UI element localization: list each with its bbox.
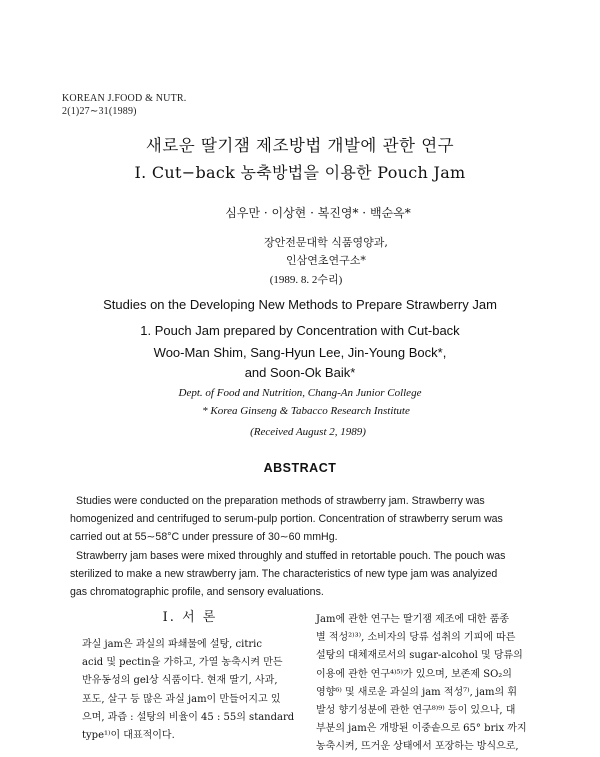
korean-subtitle: I. Cut−back 농축방법을 이용한 Pouch Jam <box>134 163 466 182</box>
abstract-body <box>70 493 532 604</box>
abstract-line: Strawberry jam bases were mixed throughly and stuffed in retortable pouch. The pouch was <box>76 550 506 563</box>
english-title-line-2: 1. Pouch Jam prepared by Concentration with Cut-back <box>140 323 460 338</box>
body-line: 으며, 과즙 : 설탕의 비율이 45 : 55의 standard <box>82 711 295 723</box>
abstract-line: sterilized to make a new strawberry jam. The characteristics of new type jam was analyized <box>70 568 498 581</box>
body-line: 영향⁶⁾ 및 새로운 과실의 jam 적성⁷⁾, jam의 휘 <box>316 686 518 698</box>
abstract-line: carried out at 55∼58°C under pressure of 30∼60 mmHg. <box>70 530 338 543</box>
korean-affiliation-1: 장안전문대학 식품영양과, <box>264 236 388 249</box>
body-line: Jam에 관한 연구는 딸기잼 제조에 대한 품종 <box>316 614 510 625</box>
section-heading-introduction: I. 서 론 <box>162 610 218 625</box>
journal-header <box>62 92 186 118</box>
journal-name: KOREAN J.FOOD & NUTR. <box>62 93 187 104</box>
body-line: acid 및 pectin을 가하고, 가열 농축시켜 만든 <box>82 657 283 669</box>
right-column-text <box>316 611 527 757</box>
english-title-line-1: Studies on the Developing New Methods to Prepare Strawberry Jam <box>103 297 497 312</box>
abstract-paragraph-2 <box>70 548 532 601</box>
body-line: 별 적성²⁾³⁾, 소비자의 당류 섭취의 기피에 따른 <box>316 632 516 644</box>
english-authors-line-1: Woo-Man Shim, Sang-Hyun Lee, Jin-Young Bock*, <box>153 345 447 360</box>
left-column-text <box>82 636 295 745</box>
korean-title: 새로운 딸기잼 제조방법 개발에 관한 연구 <box>145 136 455 155</box>
body-line: 부분의 jam은 개방된 이중솥으로 65° brix 까지 <box>316 723 527 735</box>
abstract-line: homogenized and centrifuged to serum-pulp portion. Concentration of strawberry serum was <box>70 512 503 525</box>
abstract-heading: ABSTRACT <box>263 461 337 475</box>
abstract-line: Studies were conducted on the preparation methods of strawberry jam. Strawberry was <box>76 495 485 507</box>
english-department: Dept. of Food and Nutrition, Chang-An Junior College <box>178 387 422 399</box>
body-line: 과실 jam은 과실의 파쇄물에 설탕, citric <box>82 639 262 650</box>
korean-affiliation-2: 인삼연초연구소* <box>286 254 366 267</box>
korean-received-date: (1989. 8. 2수리) <box>269 274 343 286</box>
body-line: 발성 향기성분에 관한 연구⁸⁾⁹⁾ 등이 있으나, 대 <box>316 705 516 717</box>
body-line: 설탕의 대체재로서의 sugar-alcohol 및 당류의 <box>316 650 523 662</box>
body-line: 포도, 살구 등 많은 과실 jam이 만들어지고 있 <box>82 693 281 705</box>
abstract-line: gas chromatographic profile, and sensory evaluations. <box>70 585 324 598</box>
journal-citation: 2(1)27∼31(1989) <box>62 106 137 117</box>
body-line: 농축시켜, 뜨거운 상태에서 포장하는 방식으로, <box>316 741 519 753</box>
body-line: type¹⁾이 대표적이다. <box>82 730 175 742</box>
body-line: 반유동성의 gel상 식품이다. 현재 딸기, 사과, <box>82 675 278 687</box>
body-line: 이용에 관한 연구⁴⁾⁵⁾가 있으며, 보존제 SO₂의 <box>316 668 512 680</box>
english-authors-line-2: and Soon-Ok Baik* <box>244 365 356 380</box>
english-institute: * Korea Ginseng & Tabacco Research Institute <box>202 405 410 417</box>
korean-authors: 심우만 · 이상현 · 복진영* · 백순옥* <box>225 206 411 220</box>
abstract-paragraph-1 <box>70 493 532 546</box>
english-received-date: (Received August 2, 1989) <box>250 426 366 438</box>
